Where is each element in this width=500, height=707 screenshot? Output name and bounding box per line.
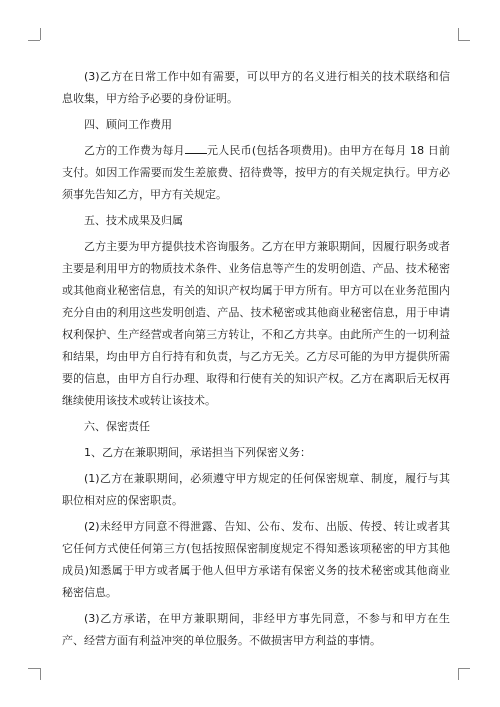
paragraph-confidentiality-intro: 1、乙方在兼职期间，承诺担当下列保密义务： <box>84 446 311 459</box>
paragraph-identity-proof: (3)乙方在日常工作中如有需要，可以甲方的名义进行相关的技术联络和信息收集，甲方给予必要的身份证明。 <box>62 70 450 105</box>
fee-text-start: 乙方的工作费为每月 <box>84 144 185 157</box>
paragraph-ip-ownership: 乙方主要为甲方提供技术咨询服务。乙方在甲方兼职期间，因履行职务或者主要是利用甲方的物质技术条件、业务信息等产生的发明创造、产品、技术秘密或其他商业秘密信息，有关的知识产权均属于甲方所有。甲方可以在业务范围内充分自由的利用这些发明创造、产品、技术秘密或其他商业秘密信息，用于申请权利保护、生产经营或者向第三方转让，不和乙方共享。由此所产生的一切利益和结果，均由甲方自行持有和负责，与乙方无关。乙方尽可能的为甲方提供所需要的信息，由甲方自行办理、取得和行使有关的知识产权。乙方在离职后无权再继续使用该技术或转让该技术。 <box>62 240 450 407</box>
fee-amount-blank <box>185 142 207 154</box>
fee-text-end: 元人民币(包括各项费用)。由甲方在每月 18 日前支付。如因工作需要而发生差旅费、招待费等，按甲方的有关规定执行。甲方必须事先告知乙方，甲方有关规定。 <box>62 144 451 201</box>
section-heading-confidentiality: 六、保密责任 <box>84 420 150 433</box>
paragraph-confidentiality-2: (2)未经甲方同意不得泄露、告知、公布、发布、出版、传授、转让或者其它任何方式使任何第三方(包括按照保密制度规定不得知悉该项秘密的甲方其他成员)知悉属于甲方或者属于他人但甲方承诺有保密义务的技术秘密或其他商业秘密信息。 <box>62 520 450 599</box>
section-heading-consulting-fees: 四、顾问工作费用 <box>84 118 172 131</box>
document-body <box>62 66 450 656</box>
paragraph-fees <box>62 140 450 206</box>
paragraph-confidentiality-1: (1)乙方在兼职期间，必须遵守甲方规定的任何保密规章、制度，履行与其职位相对应的保密职责。 <box>62 472 450 507</box>
paragraph-confidentiality-3: (3)乙方承诺，在甲方兼职期间，非经甲方事先同意，不参与和甲方在生产、经营方面有利益冲突的单位服务。不做损害甲方利益的事情。 <box>62 612 450 647</box>
section-heading-ip-ownership: 五、技术成果及归属 <box>84 214 183 227</box>
